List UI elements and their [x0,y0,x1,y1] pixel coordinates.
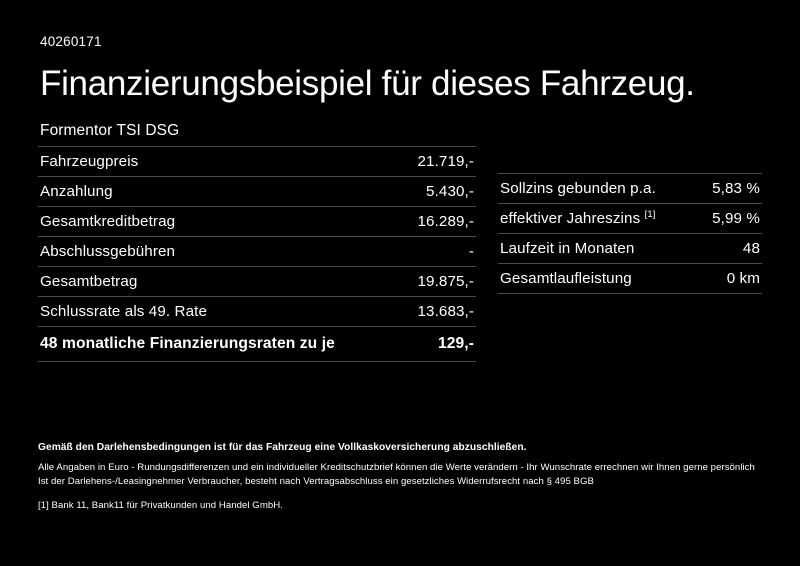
footnote-marker: [1] [644,209,656,221]
row-value: 21.719,- [402,147,476,177]
table-row [38,147,476,177]
row-label: Gesamtbetrag [38,267,402,297]
table-row [38,177,476,207]
table-row [498,264,762,294]
row-value: 5,99 % [697,204,762,234]
finance-table-right-wrapper [498,173,762,294]
footer-footnote: [1] Bank 11, Bank11 für Privatkunden und Handel GmbH. [38,500,283,511]
footer-disclaimer [38,442,762,511]
row-value: 19.875,- [402,267,476,297]
footer-line-2: Ist der Darlehens-/Leasingnehmer Verbraucher, besteht nach Vertragsabschluss ein gesetzliches Widerrufsrecht nach § 495 BGB [38,476,594,487]
table-row [38,297,476,327]
row-value: 13.683,- [402,297,476,327]
row-value: 5.430,- [402,177,476,207]
page-title: Finanzierungsbeispiel für dieses Fahrzeug. [40,64,695,103]
row-label [498,204,697,234]
row-label: Sollzins gebunden p.a. [498,174,697,204]
row-value: 5,83 % [697,174,762,204]
row-label: Gesamtkreditbetrag [38,207,402,237]
row-label: Gesamtlaufleistung [498,264,697,294]
footer-bold-line: Gemäß den Darlehensbedingungen ist für das Fahrzeug eine Vollkaskoversicherung abzuschließen. [38,442,527,453]
row-value: 48 [697,234,762,264]
finance-table-right [498,173,762,294]
finance-table-left-wrapper [38,146,476,362]
row-value: 16.289,- [402,207,476,237]
row-value: 0 km [697,264,762,294]
row-label: Laufzeit in Monaten [498,234,697,264]
table-row [38,267,476,297]
row-label: Fahrzeugpreis [38,147,402,177]
row-label: Schlussrate als 49. Rate [38,297,402,327]
finance-table-left [38,146,476,362]
document-id: 40260171 [40,34,102,49]
row-label: 48 monatliche Finanzierungsraten zu je [38,327,402,362]
row-label-text: effektiver Jahreszins [500,210,645,228]
row-label: Anzahlung [38,177,402,207]
table-row [38,207,476,237]
table-row [38,237,476,267]
row-value: - [402,237,476,267]
table-row [498,234,762,264]
row-label: Abschlussgebühren [38,237,402,267]
table-row-total [38,327,476,362]
footer-line-1: Alle Angaben in Euro - Rundungsdifferenzen und ein individueller Kreditschutzbrief können die Werte verändern - Ihr Wunschrate errechnen wir Ihnen gerne persönlich [38,462,755,473]
row-value: 129,- [402,327,476,362]
table-row [498,174,762,204]
vehicle-model-label: Formentor TSI DSG [40,122,180,140]
table-row [498,204,762,234]
finance-tables [38,146,762,362]
